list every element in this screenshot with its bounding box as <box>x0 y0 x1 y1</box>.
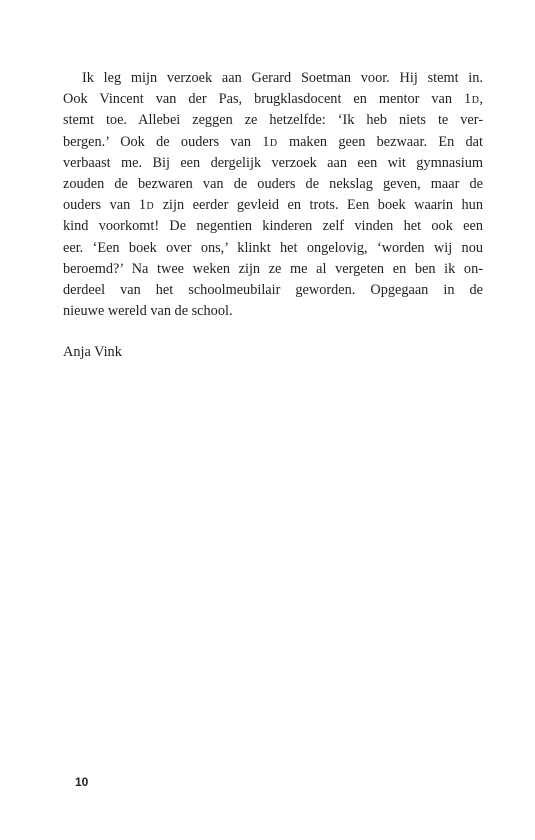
paragraph-line: kind voorkomt! De negentien kinderen zelf vinden het ook een <box>63 218 483 235</box>
paragraph-line: zouden de bezwaren van de ouders de nekslag geven, maar de <box>63 175 483 192</box>
paragraph-line: ouders van 1d zijn eerder gevleid en trots. Een boek waarin hun <box>63 197 483 214</box>
page-number: 10 <box>75 775 89 789</box>
class-name-smallcaps: 1d <box>464 91 480 108</box>
paragraph-line: derdeel van het schoolmeubilair geworden. Opgegaan in de <box>63 281 483 298</box>
paragraph-line: bergen.’ Ook de ouders van 1d maken geen bezwaar. En dat <box>63 133 483 150</box>
class-name-smallcaps: 1d <box>138 197 155 214</box>
paragraph-line: stemt toe. Allebei zeggen ze hetzelfde: ‘Ik heb niets te ver- <box>63 112 483 129</box>
author-signature: Anja Vink <box>63 344 122 360</box>
paragraph-line: beroemd?’ Na twee weken zijn ze me al vergeten en ben ik on- <box>63 260 483 277</box>
body-paragraph <box>63 68 483 322</box>
paragraph-line: Ook Vincent van der Pas, brugklasdocent en mentor van 1d, <box>63 91 483 108</box>
paragraph-line: Ik leg mijn verzoek aan Gerard Soetman voor. Hij stemt in. <box>82 70 483 86</box>
paragraph-line: nieuwe wereld van de school. <box>63 303 233 320</box>
paragraph-line: verbaast me. Bij een dergelijk verzoek aan een wit gymnasium <box>63 154 483 171</box>
paragraph-line: eer. ‘Een boek over ons,’ klinkt het ongelovig, ‘worden wij nou <box>63 239 483 256</box>
class-name-smallcaps: 1d <box>262 133 278 150</box>
